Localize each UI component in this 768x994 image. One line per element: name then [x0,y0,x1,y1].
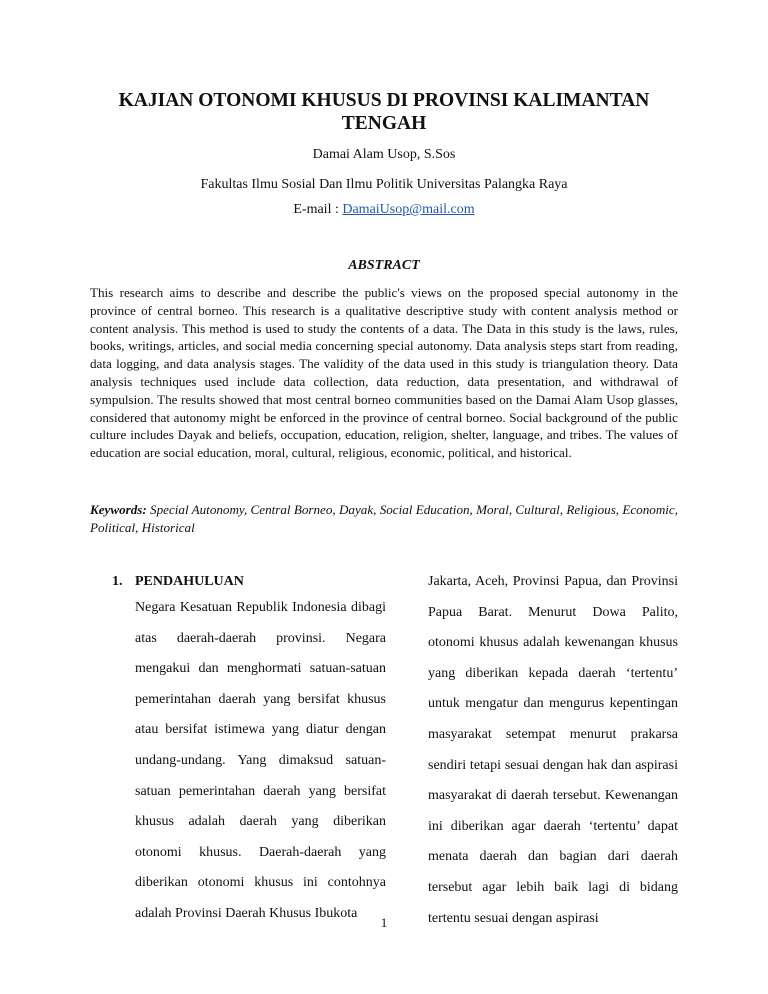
keywords-list: Special Autonomy, Central Borneo, Dayak, Social Education, Moral, Cultural, Religious, Economic, Political, Historical [90,502,678,536]
keywords-label: Keywords: [90,502,147,517]
abstract-heading: ABSTRACT [348,258,420,273]
abstract-text: This research aims to describe and describe the public's views on the proposed special autonomy in the province of central borneo. This research is a qualitative descriptive study with content analysis method or content analysis. This method is used to study the contents of a data. The Data in this study is the laws, rules, books, writings, articles, and social media concerning special autonomy. Data analysis steps start from reading, data logging, and data analysis stages. The validity of the data used in this study is triangulation theory. Data analysis techniques used include data collection, data reduction, data presentation, and withdrawal of sympulsion. The results showed that most central borneo communities based on the Damai Alam Usop glasses, considered that autonomy might be enforced in the province of central borneo. Social background of the public culture includes Dayak and beliefs, occupation, education, religion, shelter, language, and tribes. The values of education are social education, moral, cultural, religious, economic, political, and historical. [90,285,678,461]
email-label: E-mail : [293,202,343,217]
paper-title: KAJIAN OTONOMI KHUSUS DI PROVINSI KALIMANTAN TENGAH [118,90,650,134]
email-link[interactable]: DamaiUsop@mail.com [342,202,475,217]
author-email-line [90,201,678,219]
author-affiliation: Fakultas Ilmu Sosial Dan Ilmu Politik Universitas Palangka Raya [200,177,568,192]
page-number: 1 [380,915,388,930]
keywords [90,501,678,538]
body-text-left-column: Negara Kesatuan Republik Indonesia dibagi atas daerah-daerah provinsi. Negara mengakui dan menghormati satuan-satuan pemerintahan daerah yang bersifat khusus atau bersifat istimewa yang diatur dengan undang-undang. Yang dimaksud satuan-satuan pemerintahan daerah yang bersifat khusus adalah daerah yang diberikan otonomi khusus. Daerah-daerah yang diberikan otonomi khusus ini contohnya adalah Provinsi Daerah Khusus Ibukota [135,600,386,921]
author-name: Damai Alam Usop, S.Sos [312,147,456,162]
body-text-right-column: Jakarta, Aceh, Provinsi Papua, dan Provinsi Papua Barat. Menurut Dowa Palito, otonomi khusus adalah kewenangan khusus yang diberikan kepada daerah ‘tertentu’ untuk mengatur dan mengurus kepentingan masyarakat setempat menurut prakarsa sendiri tetapi sesuai dengan hak dan aspirasi masyarakat di daerah tersebut. Kewenangan ini diberikan agar daerah ‘tertentu’ dapat menata daerah dan bagian dari daerah tersebut agar lebih baik lagi di bidang tertentu sesuai dengan aspirasi [428,574,678,926]
section-number: 1. [112,574,123,589]
section-title: PENDAHULUAN [135,574,244,589]
